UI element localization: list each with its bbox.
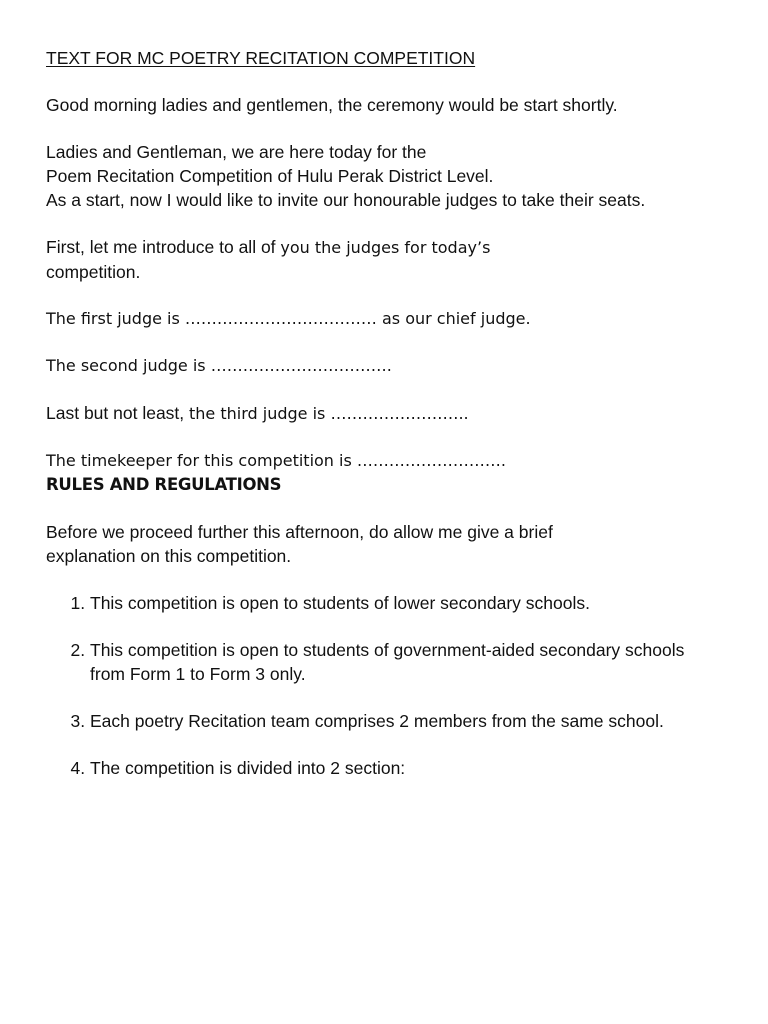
rules-list <box>46 591 723 780</box>
rules-intro-paragraph <box>46 520 723 568</box>
rule-item-1: 1. This competition is open to students of lower secondary schools. <box>90 591 723 615</box>
introduce-text-part-1: First, let me introduce to all of <box>46 237 281 257</box>
welcome-paragraph <box>46 140 723 212</box>
second-judge-line: The second judge is ……………………………. <box>46 356 392 375</box>
rules-heading: RULES AND REGULATIONS <box>46 475 282 494</box>
opening-greeting: Good morning ladies and gentlemen, the ceremony would be start shortly. <box>46 95 618 115</box>
third-judge-line <box>46 401 723 426</box>
rule-item-4: 4. The competition is divided into 2 section: <box>90 756 723 780</box>
rules-intro-line-2: explanation on this competition. <box>46 546 292 566</box>
introduce-line-1 <box>46 235 723 260</box>
first-judge-line: The first judge is ……………………………… as our chief judge. <box>46 309 531 328</box>
introduce-judges-paragraph <box>46 235 723 284</box>
welcome-line-2: Poem Recitation Competition of Hulu Perak District Level. <box>46 166 494 186</box>
document-title: TEXT FOR MC POETRY RECITATION COMPETITION <box>46 48 476 68</box>
rule-item-3: 3. Each poetry Recitation team comprises 2 members from the same school. <box>90 709 723 733</box>
document-page <box>46 46 723 803</box>
welcome-line-3: As a start, now I would like to invite our honourable judges to take their seats. <box>46 190 646 210</box>
rule-item-2: 2. This competition is open to students of government-aided secondary schools from Form 1 to Form 3 only. <box>90 638 723 686</box>
third-judge-text: the third judge is …………………….. <box>189 404 469 423</box>
introduce-text-part-2: you the judges for today’s <box>280 238 491 257</box>
timekeeper-line: The timekeeper for this competition is ………………………. <box>46 451 506 470</box>
third-judge-prefix: Last but not least, <box>46 403 190 423</box>
rules-intro-line-1: Before we proceed further this afternoon, do allow me give a brief <box>46 522 553 542</box>
introduce-line-2: competition. <box>46 262 141 282</box>
welcome-line-1: Ladies and Gentleman, we are here today for the <box>46 142 427 162</box>
